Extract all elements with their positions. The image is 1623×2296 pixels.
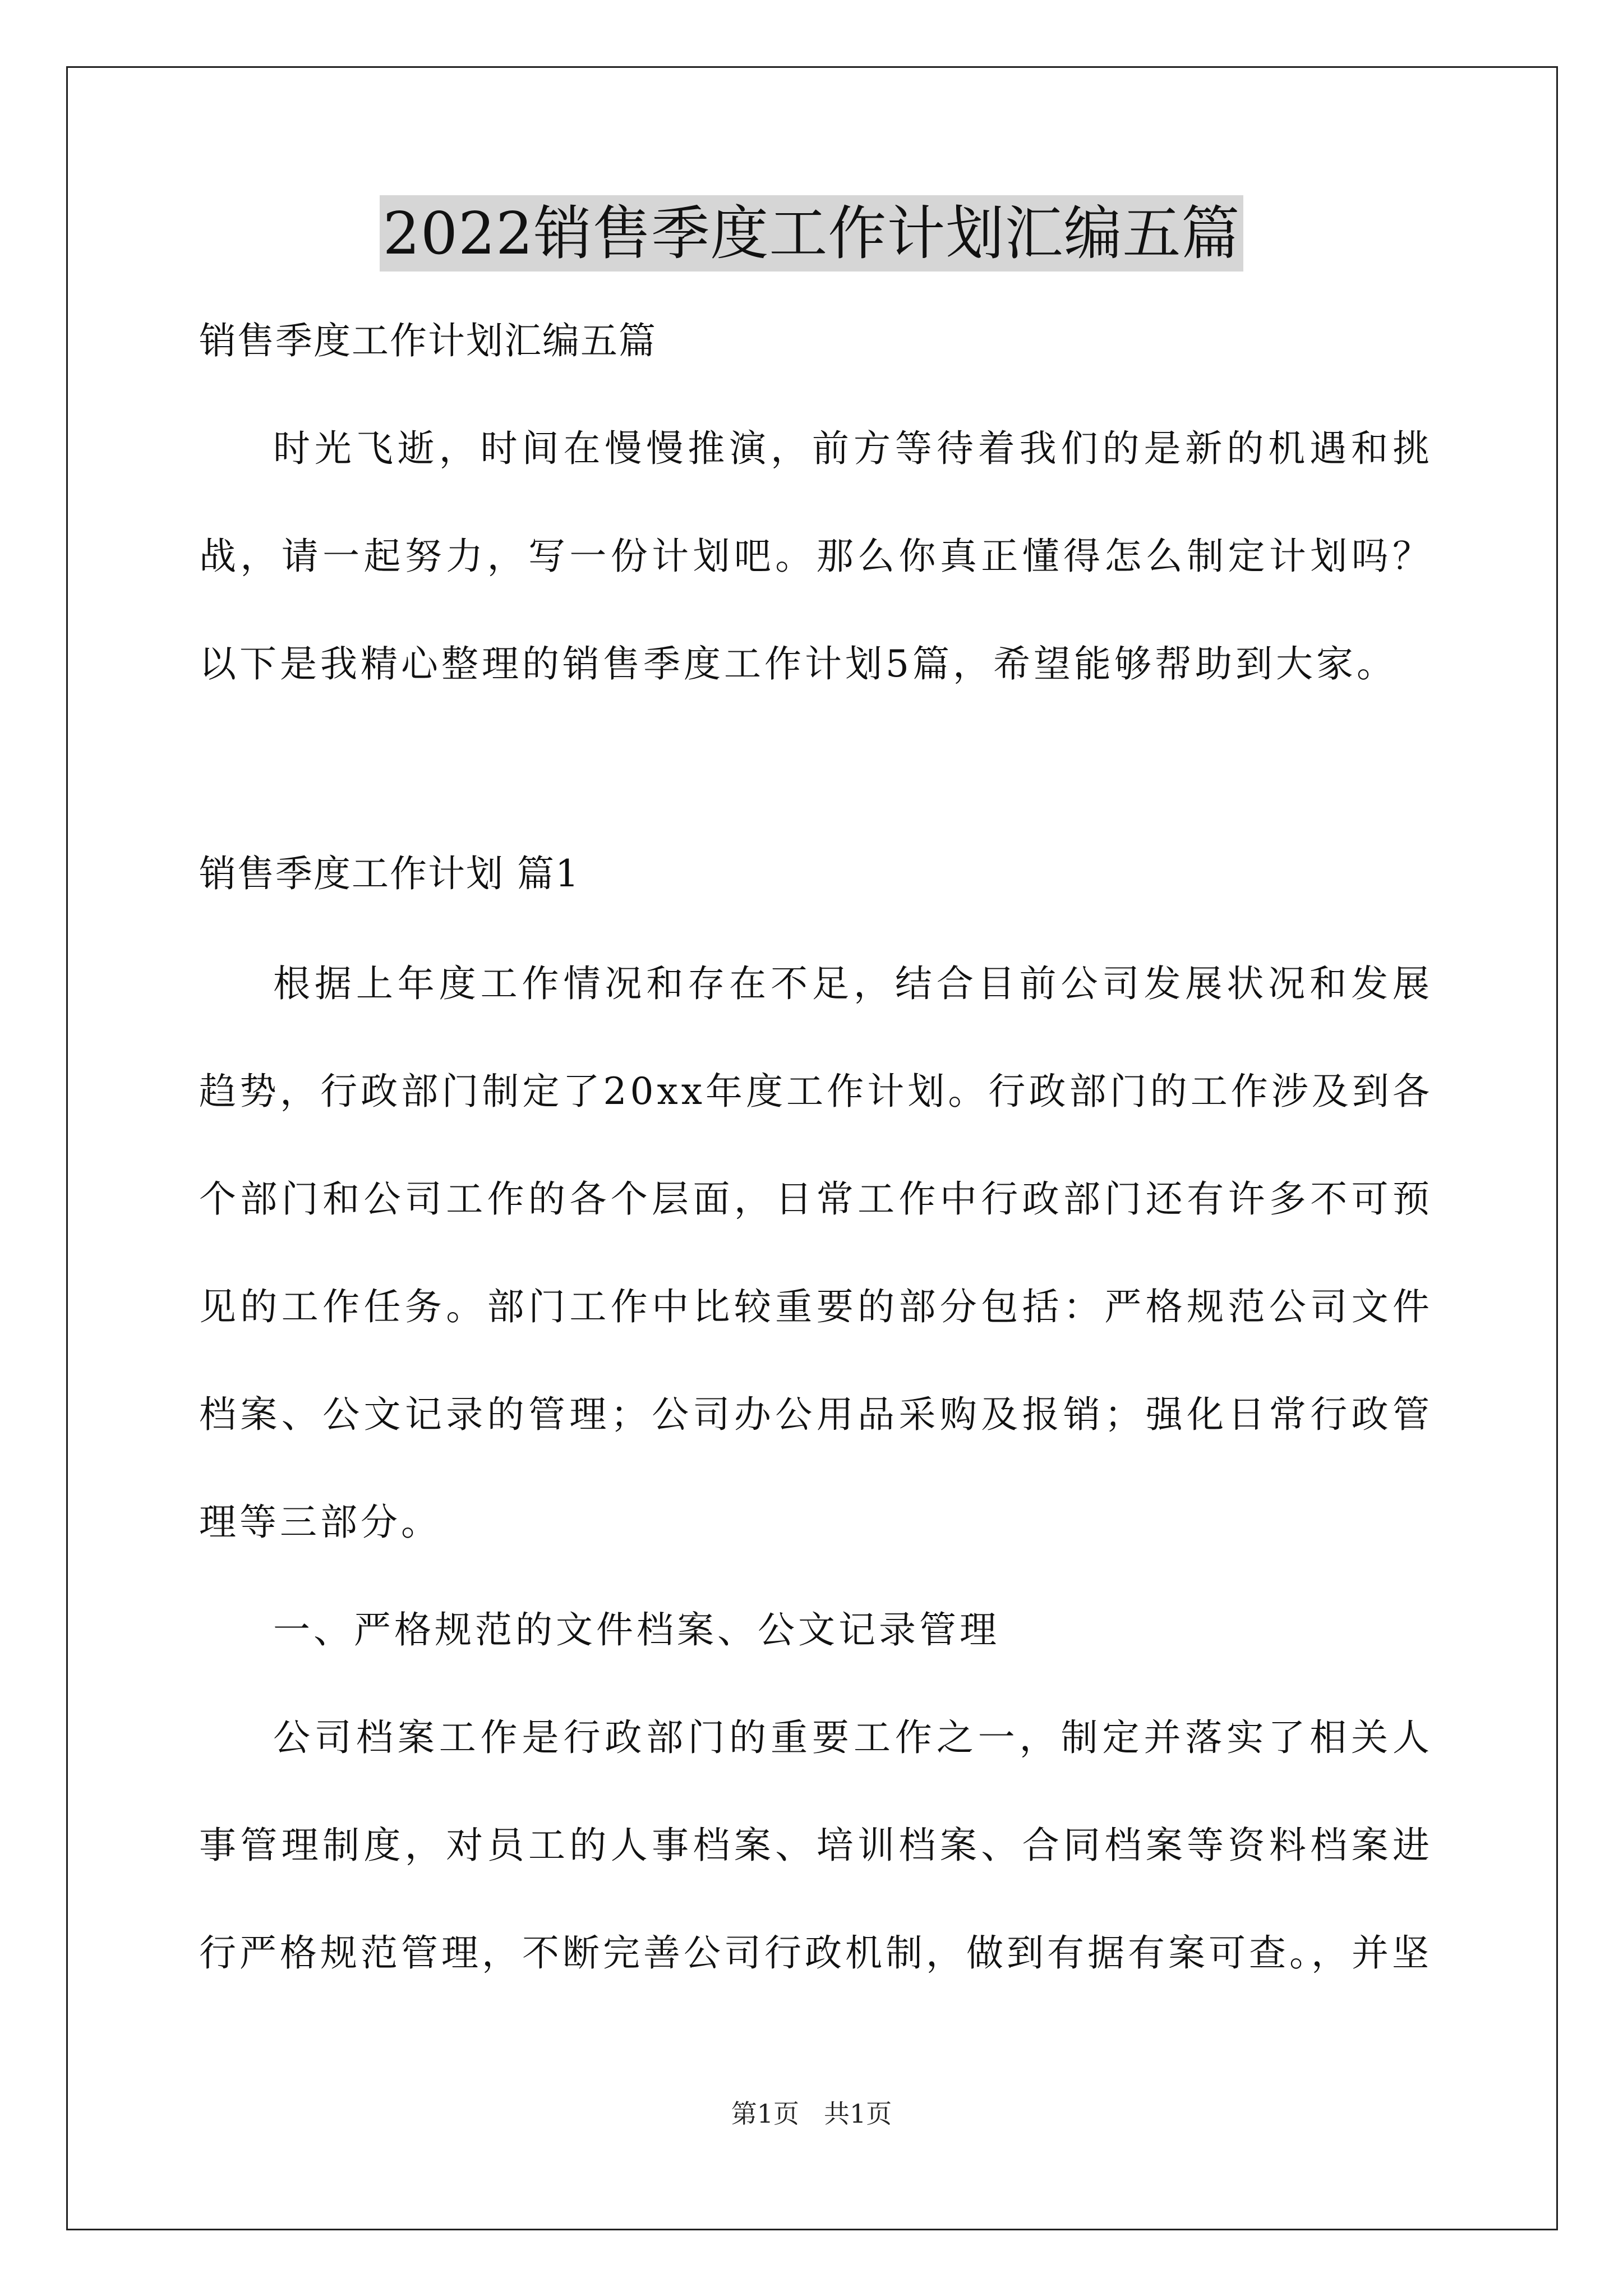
intro-paragraph: 时光飞逝，时间在慢慢推演，前方等待着我们的是新的机遇和挑战，请一起努力，写一份计划吧。那么你真正懂得怎么制定计划吗？以下是我精心整理的销售季度工作计划5篇，希望能够帮助到大家。 [199,427,1433,685]
page-number: 第1页 [731,2099,799,2129]
section-paragraph: 公司档案工作是行政部门的重要工作之一，制定并落实了相关人事管理制度，对员工的人事档案、培训档案、合同档案等资料档案进行严格规范管理，不断完善公司行政机制，做到有据有案可查。，并坚 [199,1716,1433,1975]
page-total: 共1页 [824,2099,892,2129]
page-footer [0,2097,1623,2131]
document-title: 2022销售季度工作计划汇编五篇 [380,195,1244,272]
document-body [199,314,1433,2007]
subsection-heading: 一、严格规范的文件档案、公文记录管理 [273,1608,1000,1651]
section-paragraph: 根据上年度工作情况和存在不足，结合目前公司发展状况和发展趋势，行政部门制定了20xx年度工作计划。行政部门的工作涉及到各个部门和公司工作的各个层面，日常工作中行政部门还有许多不可预见的工作任务。部门工作中比较重要的部分包括：严格规范公司文件档案、公文记录的管理；公司办公用品采购及报销；强化日常行政管理等三部分。 [199,962,1433,1544]
document-subtitle: 销售季度工作计划汇编五篇 [199,319,657,362]
section-heading: 销售季度工作计划 篇1 [199,852,580,895]
title-container [0,195,1623,272]
